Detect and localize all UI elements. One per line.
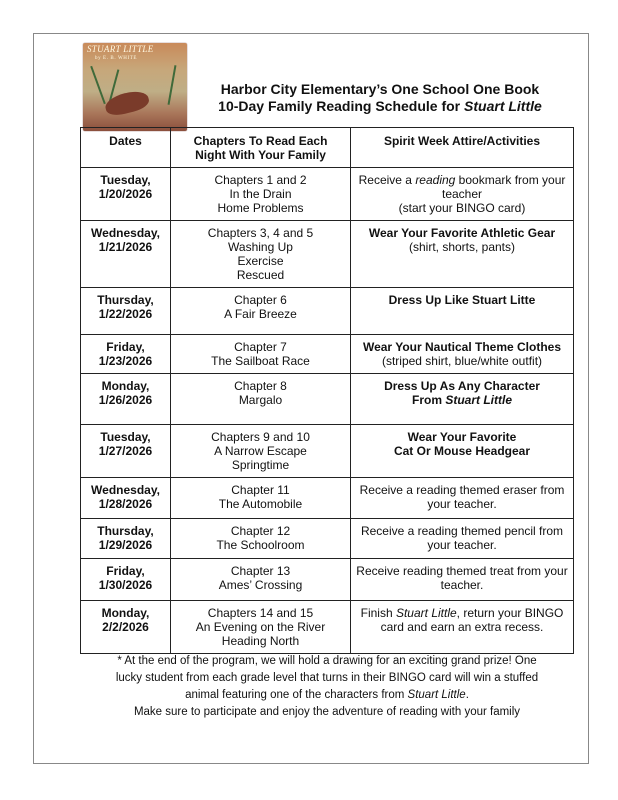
date-line: Wednesday, [91, 226, 160, 240]
text-line [354, 483, 570, 497]
text-segment: , return your BINGO [456, 606, 564, 620]
text-line [354, 524, 570, 538]
date-cell [81, 601, 171, 654]
date-cell [81, 221, 171, 288]
date-line: Thursday, [97, 524, 154, 538]
chapter-line: Springtime [231, 458, 290, 472]
text-segment: Receive a [358, 173, 416, 187]
date-line: 1/27/2026 [98, 444, 153, 458]
date-line: 1/29/2026 [98, 538, 153, 552]
text-line [80, 704, 574, 721]
footer-note [80, 653, 574, 721]
text-segment: From [411, 393, 446, 407]
chapter-line: Chapter 8 [234, 379, 287, 393]
chapters-cell [171, 168, 351, 221]
text-line [354, 226, 570, 240]
text-segment: (start your BINGO card) [398, 201, 526, 215]
table-header-row [81, 128, 574, 168]
text-segment: . [465, 689, 469, 701]
activity-cell [351, 478, 574, 519]
text-line [354, 187, 570, 201]
chapter-line: The Automobile [218, 497, 303, 511]
table-row [81, 478, 574, 519]
activity-cell [351, 335, 574, 374]
text-line [354, 393, 570, 407]
header-dates: Dates [81, 128, 171, 168]
chapter-line: Ames’ Crossing [218, 578, 303, 592]
chapter-line: The Sailboat Race [211, 354, 310, 368]
chapters-cell [171, 288, 351, 335]
reading-schedule-table [80, 127, 574, 654]
date-line: 1/20/2026 [98, 187, 153, 201]
date-line: Monday, [101, 379, 150, 393]
page-title [200, 81, 560, 115]
text-segment: Finish [360, 606, 396, 620]
text-segment: teacher [441, 187, 483, 201]
date-cell [81, 559, 171, 601]
text-segment: reading [415, 173, 456, 187]
text-line [354, 497, 570, 511]
text-line [354, 293, 570, 307]
date-line: Wednesday, [91, 483, 160, 497]
chapter-line: Chapters 14 and 15 [207, 606, 314, 620]
text-line [354, 354, 570, 368]
date-line: Thursday, [97, 293, 154, 307]
chapter-line: The Schoolroom [216, 538, 305, 552]
text-segment: card and earn an extra recess. [380, 620, 544, 634]
text-segment: Cat Or Mouse Headgear [393, 444, 531, 458]
text-segment: teacher. [440, 578, 484, 592]
date-line: Tuesday, [100, 173, 151, 187]
chapter-line: Margalo [238, 393, 283, 407]
date-line: 1/21/2026 [98, 240, 153, 254]
text-segment: Receive a reading themed pencil from [360, 524, 564, 538]
activity-cell [351, 559, 574, 601]
chapter-line: Chapters 3, 4 and 5 [207, 226, 314, 240]
chapter-line: Chapters 9 and 10 [211, 430, 310, 444]
chapters-cell [171, 478, 351, 519]
chapter-line: A Fair Breeze [224, 307, 297, 321]
text-line [80, 670, 574, 687]
table-row [81, 601, 574, 654]
chapters-cell [171, 559, 351, 601]
title-line-1: Harbor City Elementary’s One School One Book [220, 81, 540, 97]
activity-cell [351, 288, 574, 335]
activity-cell [351, 168, 574, 221]
text-segment: Wear Your Favorite [407, 430, 517, 444]
text-segment: your teacher. [427, 538, 497, 552]
reed-decoration [90, 66, 106, 104]
text-segment: lucky student from each grade level that turns in their BINGO card will win a stuffed [115, 672, 539, 684]
text-segment: Wear Your Nautical Theme Clothes [362, 340, 562, 354]
cover-title: STUART LITTLE [87, 44, 154, 54]
text-segment: bookmark from your [455, 173, 566, 187]
title-line-2 [200, 98, 560, 115]
text-line [80, 653, 574, 670]
text-line [354, 379, 570, 393]
table-row [81, 335, 574, 374]
text-line [354, 606, 570, 620]
text-segment: Dress Up Like Stuart Litte [388, 293, 536, 307]
table-row [81, 288, 574, 335]
date-line: Friday, [106, 340, 145, 354]
activity-cell [351, 374, 574, 425]
table-row [81, 221, 574, 288]
date-line: 1/28/2026 [98, 497, 153, 511]
text-line [354, 538, 570, 552]
chapter-line: An Evening on the River [195, 620, 326, 634]
text-segment: your teacher. [427, 497, 497, 511]
date-line: Monday, [101, 606, 150, 620]
chapter-line: In the Drain [229, 187, 292, 201]
date-line: 1/30/2026 [98, 578, 153, 592]
text-segment: animal featuring one of the characters from [185, 689, 408, 701]
date-cell [81, 425, 171, 478]
text-segment: Receive reading themed treat from your [356, 564, 568, 578]
text-line [354, 444, 570, 458]
date-cell [81, 519, 171, 559]
activity-cell [351, 221, 574, 288]
chapters-cell [171, 335, 351, 374]
date-line: Tuesday, [100, 430, 151, 444]
activity-cell [351, 519, 574, 559]
chapters-cell [171, 601, 351, 654]
text-line [354, 430, 570, 444]
date-line: 1/22/2026 [98, 307, 153, 321]
text-segment: Stuart Little [445, 393, 512, 407]
text-line [354, 173, 570, 187]
text-line [354, 201, 570, 215]
reed-decoration [168, 65, 177, 105]
activity-cell [351, 425, 574, 478]
chapters-cell [171, 519, 351, 559]
title-line-2-text: 10-Day Family Reading Schedule for [218, 98, 465, 114]
chapter-line: Heading North [221, 634, 300, 648]
chapter-line: A Narrow Escape [214, 444, 307, 458]
header-activities: Spirit Week Attire/Activities [351, 128, 574, 168]
table-row [81, 519, 574, 559]
chapters-cell [171, 221, 351, 288]
table-row [81, 425, 574, 478]
text-segment: (striped shirt, blue/white outfit) [381, 354, 543, 368]
chapter-line: Chapter 12 [230, 524, 291, 538]
date-cell [81, 335, 171, 374]
activity-cell [351, 601, 574, 654]
table-row [81, 168, 574, 221]
title-book-name: Stuart Little [464, 98, 542, 114]
date-cell [81, 478, 171, 519]
chapter-line: Washing Up [228, 240, 293, 254]
chapter-line: Chapter 13 [230, 564, 291, 578]
date-cell [81, 168, 171, 221]
chapter-line: Chapter 11 [231, 483, 290, 497]
text-segment: Wear Your Favorite Athletic Gear [368, 226, 556, 240]
chapter-line: Chapter 7 [234, 340, 287, 354]
text-segment: Stuart Little [395, 606, 457, 620]
text-line [354, 240, 570, 254]
date-line: 1/26/2026 [98, 393, 153, 407]
header-chapters: Chapters To Read Each Night With Your Family [171, 128, 351, 168]
text-segment: Dress Up As Any Character [384, 379, 540, 393]
chapter-line: Rescued [236, 268, 285, 282]
text-line [80, 687, 574, 704]
cover-author: by E. B. WHITE [95, 56, 138, 61]
book-cover-image [83, 43, 187, 131]
text-segment: Receive a reading themed eraser from [359, 483, 565, 497]
chapters-cell [171, 374, 351, 425]
text-segment: Stuart Little [407, 689, 466, 701]
table-row [81, 559, 574, 601]
text-line [354, 340, 570, 354]
text-segment: Make sure to participate and enjoy the adventure of reading with your family [133, 706, 521, 718]
chapter-line: Home Problems [217, 201, 304, 215]
table-row [81, 374, 574, 425]
date-line: Friday, [106, 564, 145, 578]
text-segment: * At the end of the program, we will hold a drawing for an exciting grand prize! One [117, 655, 537, 667]
text-segment: (shirt, shorts, pants) [408, 240, 516, 254]
date-cell [81, 374, 171, 425]
text-line [354, 620, 570, 634]
date-line: 2/2/2026 [102, 620, 149, 634]
text-line [354, 578, 570, 592]
text-line [354, 564, 570, 578]
chapter-line: Chapter 6 [234, 293, 287, 307]
chapter-line: Chapters 1 and 2 [214, 173, 307, 187]
date-cell [81, 288, 171, 335]
date-line: 1/23/2026 [98, 354, 153, 368]
chapter-line: Exercise [237, 254, 284, 268]
chapters-cell [171, 425, 351, 478]
